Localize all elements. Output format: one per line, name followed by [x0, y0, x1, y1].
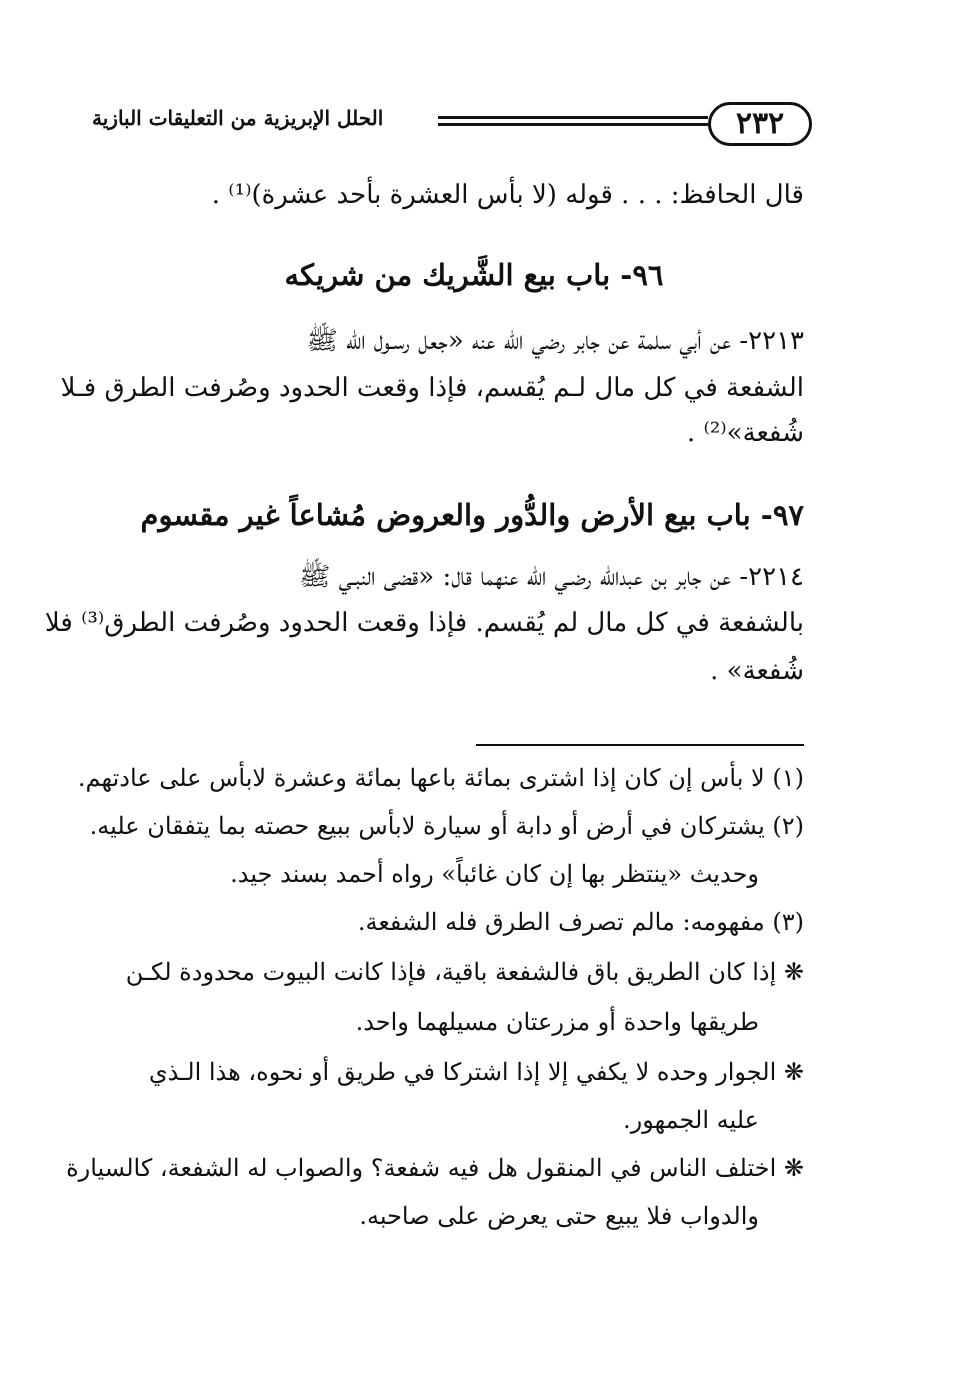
- running-title: الحلل الإبريزية من التعليقات البازية: [92, 106, 384, 130]
- note-3-line-1: ❋ اختلف الناس في المنقول هل فيه شفعة؟ والصواب له الشفعة، كالسيارة: [66, 1154, 804, 1182]
- asterism-icon: ❋: [783, 958, 804, 986]
- note-2-line-2: عليه الجمهور.: [622, 1106, 759, 1134]
- footnote-2: (٢) يشتركان في أرض أو دابة أو سيارة لابأس ببيع حصته بما يتفقان عليه.: [89, 812, 804, 840]
- hadith-2213-line-1: ٢٢١٣- عن أبي سلمة عن جابر رضي الله عنه «جعل رسـول الله ﷺ: [306, 326, 804, 356]
- footnote-1: (١) لا بأس إن كان إذا اشترى بمائة باعها بمائة وعشرة لابأس على عادتهم.: [77, 764, 804, 792]
- hadith-2214-line-2: بالشفعة في كل مال لم يُقسم. فإذا وقعت الحدود وصُرفت الطرق⁽³⁾ فلا: [44, 608, 804, 638]
- footnote-3: (٣) مفهومه: مالم تصرف الطرق فله الشفعة.: [357, 908, 804, 936]
- note-3-line-2: والدواب فلا يبيع حتى يعرض على صاحبه.: [359, 1202, 759, 1230]
- hadith-2214-line-1: ٢٢١٤- عن جابر بن عبدالله رضـي الله عنهما قال: «قضى النبـي ﷺ: [298, 562, 804, 592]
- note-1-line-1: ❋ إذا كان الطريق باق فالشفعة باقية، فإذا كانت البيوت محدودة لكـن: [125, 958, 804, 986]
- intro-line: قال الحافظ: . . . قوله (لا بأس العشرة بأحد عشرة)⁽¹⁾ .: [211, 180, 804, 210]
- page-header: [92, 98, 812, 150]
- asterism-icon: ❋: [783, 1058, 804, 1086]
- footnote-2-continuation: وحديث «ينتظر بها إن كان غائباً» رواه أحمد بسند جيد.: [230, 860, 759, 888]
- hadith-2213-line-2: الشفعة في كل مال لـم يُقسم، فإذا وقعت الحدود وصُرفت الطرق فـلا: [60, 373, 804, 403]
- header-double-rule: [438, 116, 708, 128]
- note-2-line-1: ❋ الجوار وحده لا يكفي إلا إذا اشتركا في طريق أو نحوه، هذا الـذي: [148, 1058, 804, 1086]
- chapter-heading-96: ٩٦- باب بيع الشَّريك من شريكه: [284, 258, 664, 292]
- asterism-icon: ❋: [783, 1154, 804, 1182]
- note-1-line-2: طريقها واحدة أو مزرعتان مسيلهما واحد.: [355, 1008, 759, 1036]
- hadith-2214-line-3: شُفعة» .: [710, 656, 804, 686]
- chapter-heading-97: ٩٧- باب بيع الأرض والدُّور والعروض مُشاعاً غير مقسوم: [140, 498, 804, 532]
- footnote-separator: [476, 744, 804, 746]
- page-number: ٢٣٢: [708, 102, 812, 146]
- hadith-2213-line-3: شُفعة»⁽²⁾ .: [686, 418, 804, 448]
